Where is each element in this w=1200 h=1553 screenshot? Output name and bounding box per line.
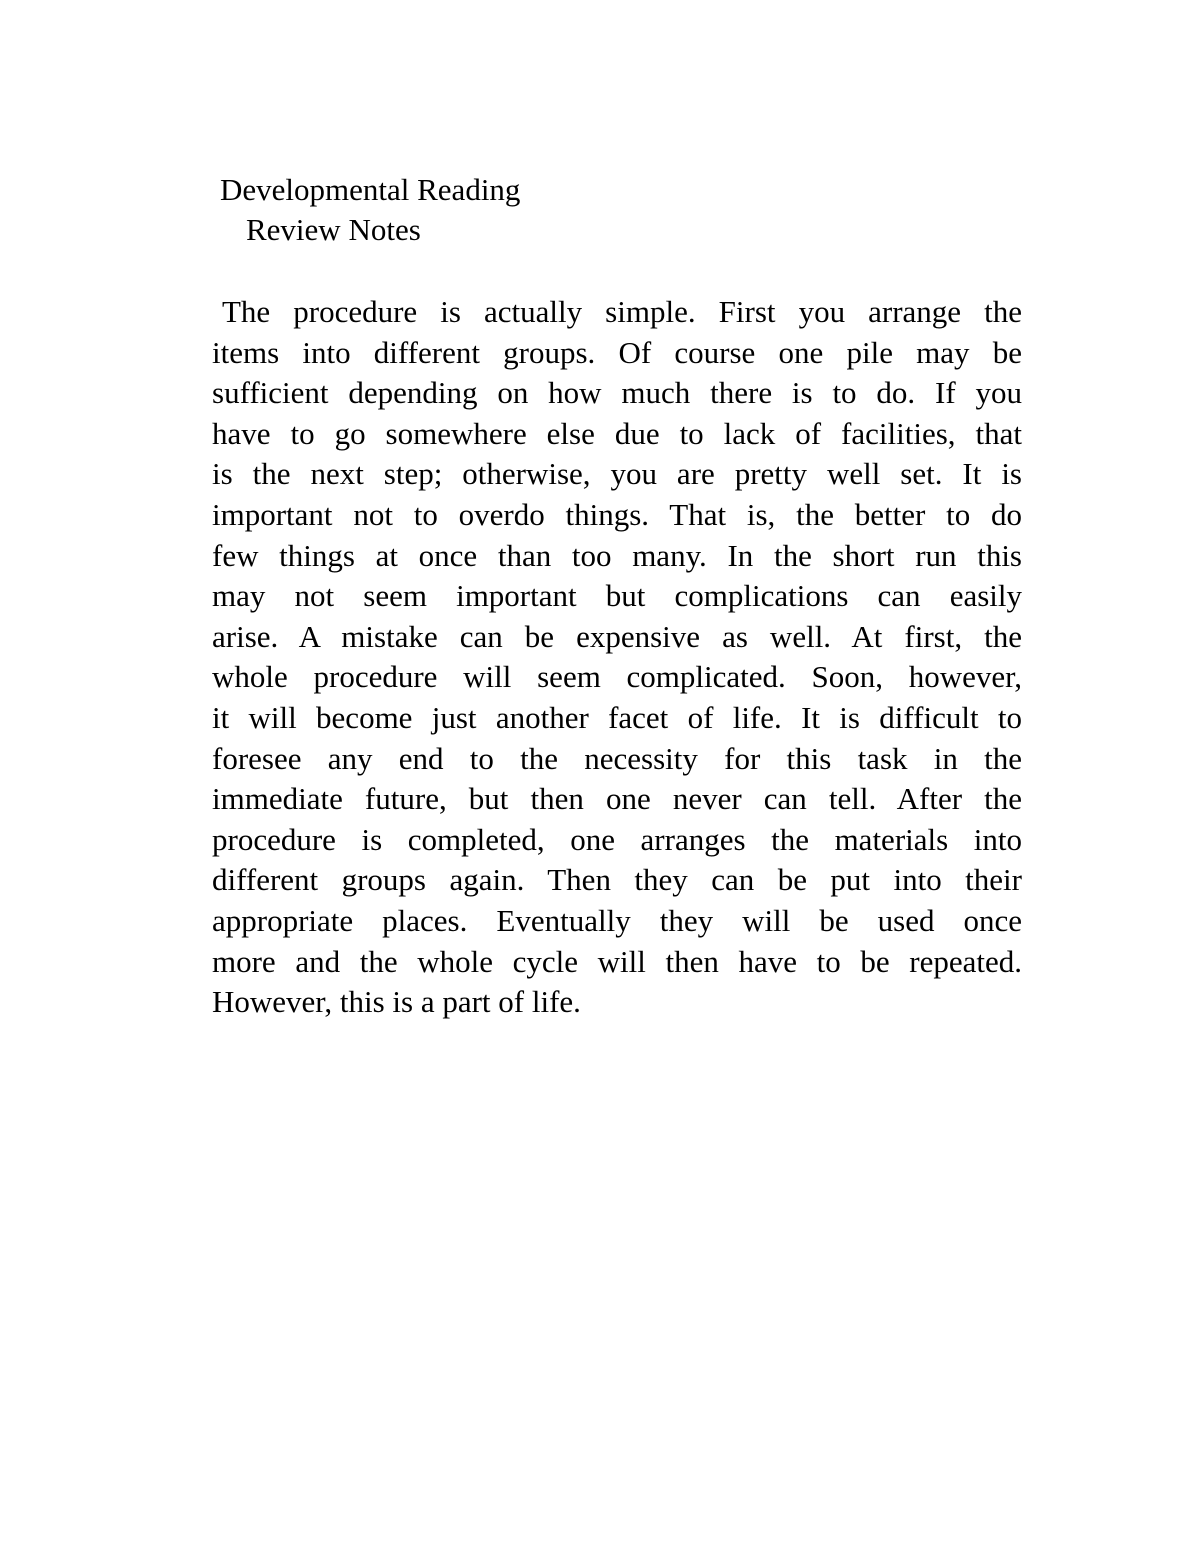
- paragraph-line: However, this is a part of life.: [212, 984, 581, 1020]
- paragraph-line: immediate future, but then one never can tell. After the: [212, 781, 1022, 817]
- paragraph-line: important not to overdo things. That is, the better to do: [212, 496, 1022, 532]
- paragraph-line: foresee any end to the necessity for this task in the: [212, 740, 1022, 776]
- paragraph-line: it will become just another facet of life. It is difficult to: [212, 699, 1022, 735]
- document-subtitle: Review Notes: [246, 212, 421, 247]
- paragraph-line: procedure is completed, one arranges the materials into: [212, 821, 1022, 857]
- paragraph-line: appropriate places. Eventually they will be used once: [212, 902, 1022, 938]
- document-title: Developmental Reading: [220, 172, 521, 207]
- paragraph-line: more and the whole cycle will then have to be repeated.: [212, 943, 1022, 979]
- paragraph-line: arise. A mistake can be expensive as well. At first, the: [212, 618, 1022, 654]
- paragraph-line: few things at once than too many. In the short run this: [212, 537, 1022, 573]
- body-paragraph: [212, 292, 1022, 1023]
- paragraph-line: have to go somewhere else due to lack of facilities, that: [212, 415, 1022, 451]
- paragraph-line: whole procedure will seem complicated. Soon, however,: [212, 659, 1022, 695]
- paragraph-line: sufficient depending on how much there is to do. If you: [212, 375, 1022, 411]
- paragraph-line: The procedure is actually simple. First you arrange the: [222, 294, 1022, 329]
- paragraph-line: items into different groups. Of course one pile may be: [212, 334, 1022, 370]
- paragraph-line: different groups again. Then they can be put into their: [212, 862, 1022, 898]
- paragraph-line: is the next step; otherwise, you are pretty well set. It is: [212, 456, 1022, 492]
- paragraph-line: may not seem important but complications can easily: [212, 578, 1022, 614]
